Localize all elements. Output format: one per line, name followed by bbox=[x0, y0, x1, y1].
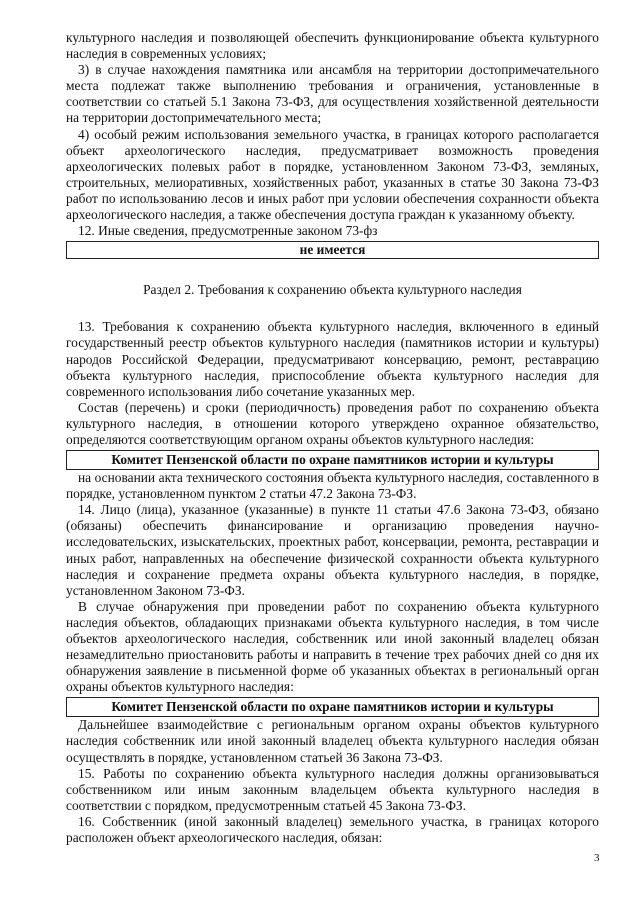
paragraph-continuation: культурного наследия и позволяющей обеспечить функционирование объекта культурного наследия в современных условиях; bbox=[66, 30, 599, 62]
authority-box-1: Комитет Пензенской области по охране памятников истории и культуры bbox=[66, 450, 599, 470]
section-title: Раздел 2. Требования к сохранению объекта культурного наследия bbox=[143, 282, 522, 298]
paragraph-15: 15. Работы по сохранению объекта культурного наследия должны организовываться собственником или иным законным владельцем объекта культурного наследия в соответствии с порядком, предусмотренным статьей 45 Закона 73-ФЗ. bbox=[66, 765, 599, 813]
value-box-none: не имеется bbox=[66, 241, 599, 259]
paragraph-basis: на основании акта технического состояния объекта культурного наследия, составленного в порядке, установленном пунктом 2 статьи 47.2 Закона 73-ФЗ. bbox=[66, 470, 599, 502]
paragraph-16: 16. Собственник (иной законный владелец) земельного участка, в границах которого расположен объект археологического наследия, обязан: bbox=[66, 813, 599, 846]
paragraph-item-3: 3) в случае нахождения памятника или ансамбля на территории достопримечательного места подлежат также выполнению требования и ограничения, установленные в соответствии со статьей 5.1 Закона 73-ФЗ, для осуществления хозяйственной деятельности на территории достопримечательного места; bbox=[66, 62, 599, 126]
paragraph-composition: Состав (перечень) и сроки (периодичность) проведения работ по сохранению объекта культурного наследия, в отношении которого утверждено охранное обязательство, определяются соответствующим органом охраны объектов культурного наследия: bbox=[66, 399, 599, 447]
page-number: 3 bbox=[594, 852, 600, 864]
paragraph-interaction: Дальнейшее взаимодействие с региональным органом охраны объектов культурного наследия собственник или иной законный владелец объекта культурного наследия обязан осуществлять в порядке, установленном статьей 36 Закона 73-ФЗ. bbox=[66, 717, 599, 765]
authority-box-2: Комитет Пензенской области по охране памятников истории и культуры bbox=[66, 697, 599, 717]
paragraph-item-12: 12. Иные сведения, предусмотренные законом 73-фз bbox=[78, 223, 378, 239]
paragraph-item-4: 4) особый режим использования земельного участка, в границах которого располагается объект археологического наследия, предусматривает возможность проведения археологических полевых работ в порядке, установленном Законом 73-ФЗ, земляных, строительных, мелиоративных, хозяйственных работ, указанных в статье 30 Закона 73-ФЗ работ по использованию лесов и иных работ при условии обеспечения сохранности объекта археологического наследия, а также обеспечения доступа граждан к указанному объекту. bbox=[66, 126, 599, 223]
paragraph-discovery: В случае обнаружения при проведении работ по сохранению объекта культурного наследия объектов, обладающих признаками объекта культурного наследия, в том числе объектов археологического наследия, собственник или иной законный владелец обязан незамедлительно приостановить работы и направить в течение трех рабочих дней со дня их обнаружения заявление в письменной форме об указанных объектах в региональный орган охраны объектов культурного наследия: bbox=[66, 598, 599, 695]
page-body bbox=[66, 30, 599, 846]
paragraph-13: 13. Требования к сохранению объекта культурного наследия, включенного в единый государственный реестр объектов культурного наследия (памятников истории и культуры) народов Российской Федерации, предусматривают консервацию, ремонт, реставрацию объекта культурного наследия, приспособление объекта культурного наследия для современного использования либо сочетание указанных мер. bbox=[66, 319, 599, 399]
paragraph-14: 14. Лицо (лица), указанное (указанные) в пункте 11 статьи 47.6 Закона 73-ФЗ, обязано (обязаны) обеспечить финансирование и организацию проведения научно-исследовательских, изыскательских, проектных работ, консервации, ремонта, реставрации и иных работ, направленных на обеспечение физической сохранности объекта культурного наследия и сохранение предмета охраны объекта культурного наследия, в порядке, установленном Законом 73-ФЗ. bbox=[66, 502, 599, 598]
